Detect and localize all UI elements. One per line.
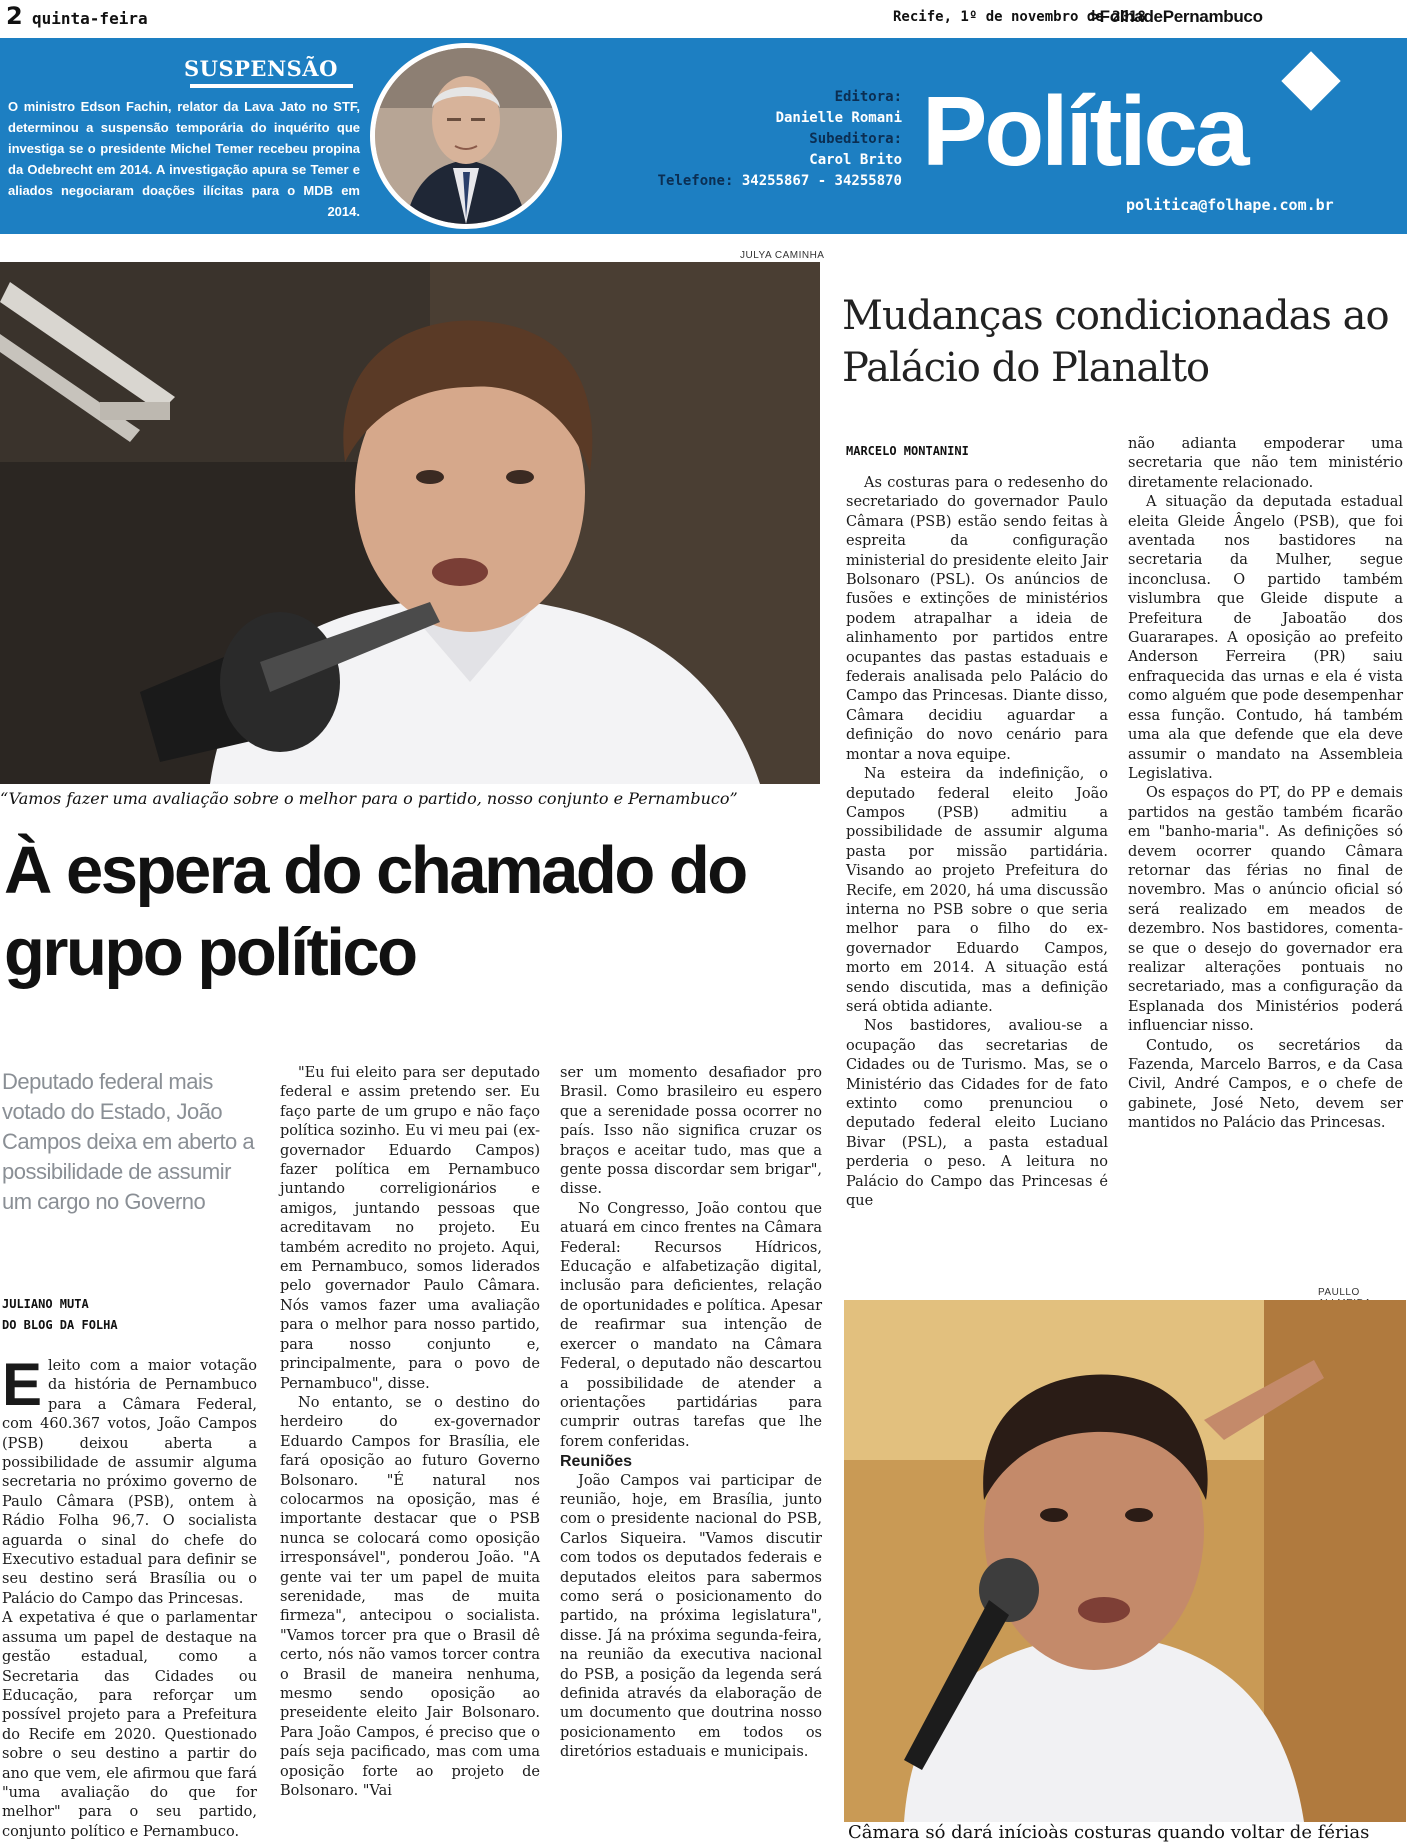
paragraph: leito com a maior votação da história de Pernambuco para a Câmara Federal, com 460.367 votos, João Campos (PSB) deixou aberta a possibilidade de assumir alguma secretaria no próximo governo de Paulo Câmara (PSB), ontem à Rádio Folha 96,7. O socialista aguarda o sinal do chefe do Executivo estadual para definir se seu destino será Brasília ou o Palácio do Campo das Princesas. [2, 1358, 257, 1607]
paragraph: A situação da deputada estadual eleita Gleide Ângelo (PSB), que foi aventada nos bastidores na secretaria da Mulher, segue inconclusa. O partido também vislumbra que Gleide dispute a Prefeitura de Jaboatão dos Guararapes. A oposição ao prefeito Anderson Ferreira (PR) saiu enfraquecida das urnas e ela é vista como alguém que pode desempenhar essa função. Contudo, há também uma ala que defende que ela deve assumir o mandato na Assembleia Legislativa. [1128, 494, 1403, 782]
newspaper-brand: >FolhadePernambuco [1090, 7, 1263, 26]
paragraph: No Congresso, João contou que atuará em cinco frentes na Câmara Federal: Recursos Hídricos, Educação e alfabetização digital, inclusão para deficientes, relação de oportunidades e política. Apesar de reafirmar sua intenção de exercer o mandato na Câmara Federal, o deputado não descartou a possibilidade de atender a orientações partidárias para cumprir outras tarefas que lhe forem conferidas. [560, 1200, 822, 1450]
main-photo [0, 262, 820, 784]
story2-byline: MARCELO MONTANINI [846, 444, 969, 458]
paragraph: ser um momento desafiador pro Brasil. Como brasileiro eu espero que a serenidade possa ocorrer no país. Isso não significa cruzar os braços e aceitar tudo, mas que a gente possa discordar sem brigar", disse. [560, 1065, 822, 1198]
paragraph: As costuras para o redesenho do secretariado do governador Paulo Câmara (PSB) estão sendo feitas à espreita da configuração ministerial do presidente eleito Jair Bolsonaro (PSL). Os anúncios de fusões e extinções de ministérios podem atrapalhar a ideia de alinhamento por partidos entre ocupantes das pastas estaduais e federais analisada pelo Palácio do Campo das Princesas. Diante disso, Câmara decidiu aguardar a definição do novo cenário para montar a nova equipe. [846, 475, 1108, 763]
paragraph: Nos bastidores, avaliou-se a ocupação das secretarias de Cidades ou de Turismo. Mas, se o Ministério das Cidades for de fato extinto como prenunciou o deputado federal eleito Luciano Bivar (PSL), a pasta estadual perderia o peso. A leitura no Palácio do Campo das Princesas é que [846, 1018, 1108, 1210]
story2-column-1 [846, 474, 1108, 1211]
main-photo-caption: “Vamos fazer uma avaliação sobre o melhor para o partido, nosso conjunto e Pernambuco” [0, 789, 738, 808]
teaser-portrait-photo [370, 43, 562, 229]
story2-headline: Mudanças condicionadas ao Palácio do Planalto [842, 293, 1389, 391]
intertitle: Reuniões [560, 1453, 633, 1471]
paragraph: Os espaços do PT, do PP e demais partidos na gestão também ficarão em "banho-maria". As definições só devem ocorrer quando Câmara retornar das férias no final de novembro. Mas o anúncio oficial só será realizado em meados de dezembro. Nos bastidores, comenta-se que o desejo do governador era realizar alterações pontuais no secretariado, mas a configuração da Esplanada dos Ministérios poderá influenciar nisso. [1128, 785, 1403, 1035]
phone-number: 34255867 - 34255870 [741, 173, 902, 189]
byline-outlet: DO BLOG DA FOLHA [2, 1318, 118, 1332]
section-title: Política [922, 76, 1247, 186]
story1-column-1 [2, 1351, 257, 1842]
photo-credit: PAULLO [1318, 1287, 1360, 1298]
story1-column-3 [560, 1064, 822, 1763]
secondary-photo-caption: Câmara só dará inícioàs costuras quando voltar de férias [848, 1822, 1370, 1843]
page-number: 2 [6, 2, 23, 30]
subeditor-label: Subeditora: [809, 131, 902, 147]
paragraph: Contudo, os secretários da Fazenda, Marcelo Barros, e da Casa Civil, André Campos, e o chefe de gabinete, José Neto, devem ser mantidos no Palácio das Princesas. [1128, 1037, 1403, 1132]
edition-date: Recife, 1º de novembro de 2018 [893, 9, 1146, 25]
section-email[interactable]: politica@folhape.com.br [1126, 196, 1334, 214]
dropcap: E [2, 1351, 43, 1418]
paragraph: Na esteira da indefinição, o deputado federal eleito João Campos (PSB) admitiu a possibilidade de assumir alguma pasta por missão partidária. Visando ao projeto Prefeitura do Recife, em 2020, há uma discussão interna no PSB sobre o que seria melhor para o filho do ex-governador Eduardo Campos, morto em 2014. A situação está sendo discutida, mas a definição será obtida adiante. [846, 766, 1108, 1015]
secondary-photo [844, 1300, 1406, 1822]
editor-label: Editora: [834, 89, 902, 105]
section-header [0, 38, 1407, 234]
editorial-credits [640, 87, 902, 192]
story1-subhead: Deputado federal mais votado do Estado, João Campos deixa em aberto a possibilidade de assumir um cargo no Governo [2, 1069, 255, 1214]
story2-column-2 [1128, 435, 1403, 1134]
subeditor-name: Carol Brito [809, 152, 902, 168]
story1-headline: À espera do chamado do grupo político [4, 833, 746, 990]
teaser-text: O ministro Edson Fachin, relator da Lava Jato no STF, determinou a suspensão temporária do inquérito que investiga se o presidente Michel Temer recebeu propina da Odebrecht em 2014. A investigação apura se Temer e aliados negociaram doações ilícitas para o MDB em 2014. [8, 99, 360, 219]
paragraph: João Campos vai participar de reunião, hoje, em Brasília, junto com o presidente nacional do PSB, Carlos Siqueira. "Vamos discutir com todos os deputados federais e deputados eleitos para sabermos como será o posicionamento do partido, na próxima legislatura", disse. Já na próxima segunda-feira, na reunião da executiva nacional do PSB, a posição da legenda será definida através da elaboração de um documento que doutrina nosso posicionamento em todos os diretórios estaduais e municipais. [560, 1472, 822, 1761]
paragraph: não adianta empoderar uma secretaria que não tem ministério diretamente relacionado. [1128, 436, 1403, 491]
phone-label: Telefone: [657, 173, 734, 189]
photo-credit: JULYA CAMINHA [740, 250, 825, 261]
paragraph: "Eu fui eleito para ser deputado federal e assim pretendo ser. Eu faço parte de um grupo e não faço política sozinho. Eu vi meu pai (ex-governador Eduardo Campos) fazer política em Pernambuco juntando correligionários e amigos, juntando pessoas que acreditavam no projeto. Eu também acredito no projeto. Aqui, em Pernambuco, somos liderados pelo governador Paulo Câmara. Nós vamos fazer uma avaliação para o melhor para nosso partido, para nosso conjunto e, principalmente, para o povo de Pernambuco", disse. [280, 1065, 540, 1392]
editor-name: Danielle Romani [775, 110, 902, 126]
story1-byline [2, 1294, 118, 1336]
header-notch [1281, 51, 1340, 110]
teaser-rule [190, 84, 353, 88]
byline-author: JULIANO MUTA [2, 1297, 89, 1311]
weekday: quinta-feira [32, 9, 148, 28]
paragraph: A expetativa é que o parlamentar assuma um papel de destaque na gestão estadual, como a Secretaria das Cidades ou Educação, para reforçar um possível projeto para a Prefeitura do Recife em 2020. Questionado sobre o seu destino a partir do ano que vem, ele afirmou que fará "uma avaliação do que for melhor" para o seu partido, conjunto político e Pernambuco. [2, 1610, 257, 1840]
teaser-title: SUSPENSÃO [184, 56, 338, 81]
page-topbar [0, 0, 1407, 38]
story1-column-2 [280, 1064, 540, 1801]
paragraph: No entanto, se o destino do herdeiro do ex-governador Eduardo Campos for Brasília, ele fará oposição ao futuro Governo Bolsonaro. "É natural nos colocarmos na oposição, mas é importante destacar que o PSB nunca se colocará como oposição irresponsável", ponderou João. "A gente vai ter um papel de muita serenidade, mas de muita firmeza", antecipou o socialista. "Vamos torcer pra que o Brasil dê certo, nós não vamos torcer contra o Brasil de maneira nenhuma, mesmo sendo oposição ao preseidente eleito Jair Bolsonaro. Para João Campos, é preciso que o país seja pacificado, mas com uma oposição forte ao projeto de Bolsonaro. "Vai [280, 1394, 540, 1800]
